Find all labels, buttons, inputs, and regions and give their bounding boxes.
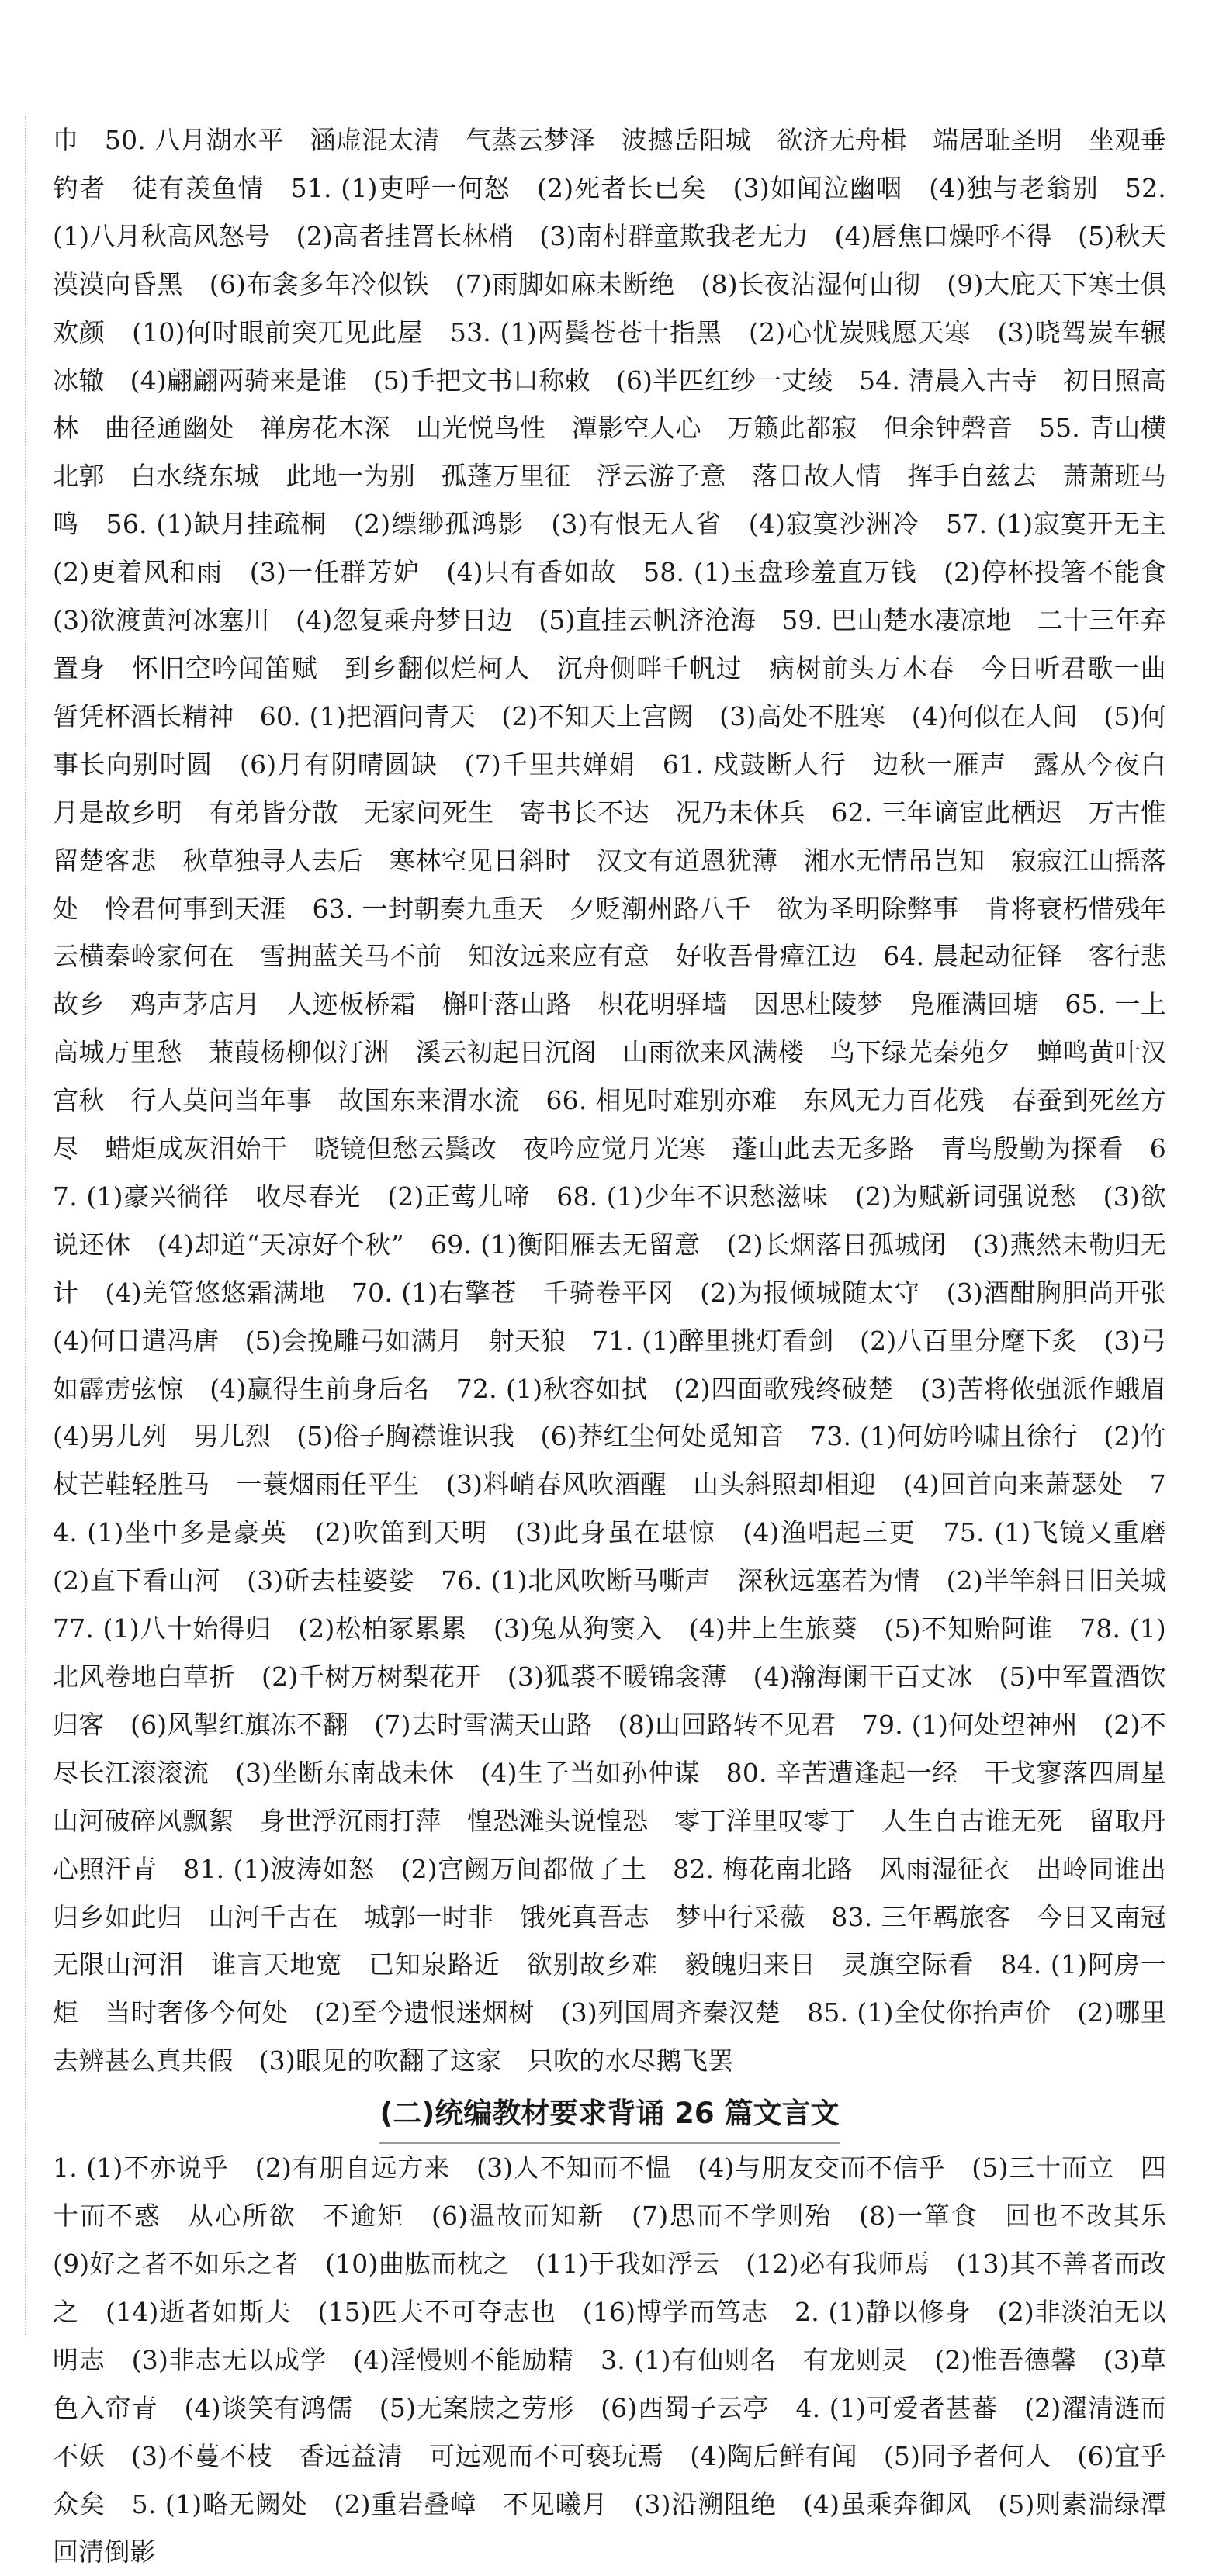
classical-chinese-answers-section	[53, 2144, 1193, 2576]
poetry-answers-text: 巾 50. 八月湖水平 涵虚混太清 气蒸云梦泽 波撼岳阳城 欲济无舟楫 端居耻圣明 坐观垂钓者 徒有羡鱼情 51. (1)吏呼一何怒 (2)死者长已矣 (3)如闻泣幽咽 (4)独与老翁别 52. (1)八月秋高风怒号 (2)高者挂罥长林梢 (3)南村群童欺我老无力 (4)唇焦口燥呼不得 (5)秋天漠漠向昏黑 (6)布衾多年冷似铁 (7)雨脚如麻未断绝 (8)长夜沾湿何由彻 (9)大庇天下寒士俱欢颜 (10)何时眼前突兀见此屋 53. (1)两鬓苍苍十指黑 (2)心忧炭贱愿天寒 (3)晓驾炭车辗冰辙 (4)翩翩两骑来是谁 (5)手把文书口称敕 (6)半匹红纱一丈绫 54. 清晨入古寺 初日照高林 曲径通幽处 禅房花木深 山光悦鸟性 潭影空人心 万籁此都寂 但余钟磬音 55. 青山横北郭 白水绕东城 此地一为别 孤蓬万里征 浮云游子意 落日故人情 挥手自兹去 萧萧班马鸣 56. (1)缺月挂疏桐 (2)缥缈孤鸿影 (3)有恨无人省 (4)寂寞沙洲冷 57. (1)寂寞开无主 (2)更着风和雨 (3)一任群芳妒 (4)只有香如故 58. (1)玉盘珍羞直万钱 (2)停杯投箸不能食 (3)欲渡黄河冰塞川 (4)忽复乘舟梦日边 (5)直挂云帆济沧海 59. 巴山楚水凄凉地 二十三年弃置身 怀旧空吟闻笛赋 到乡翻似烂柯人 沉舟侧畔千帆过 病树前头万木春 今日听君歌一曲 暂凭杯酒长精神 60. (1)把酒问青天 (2)不知天上宫阙 (3)高处不胜寒 (4)何似在人间 (5)何事长向别时圆 (6)月有阴晴圆缺 (7)千里共婵娟 61. 戍鼓断人行 边秋一雁声 露从今夜白 月是故乡明 有弟皆分散 无家问死生 寄书长不达 况乃未休兵 62. 三年谪宦此栖迟 万古惟留楚客悲 秋草独寻人去后 寒林空见日斜时 汉文有道恩犹薄 湘水无情吊岂知 寂寂江山摇落处 怜君何事到天涯 63. 一封朝奏九重天 夕贬潮州路八千 欲为圣明除弊事 肯将衰朽惜残年 云横秦岭家何在 雪拥蓝关马不前 知汝远来应有意 好收吾骨瘴江边 64. 晨起动征铎 客行悲故乡 鸡声茅店月 人迹板桥霜 槲叶落山路 枳花明驿墙 因思杜陵梦 凫雁满回塘 65. 一上高城万里愁 蒹葭杨柳似汀洲 溪云初起日沉阁 山雨欲来风满楼 鸟下绿芜秦苑夕 蝉鸣黄叶汉宫秋 行人莫问当年事 故国东来渭水流 66. 相见时难别亦难 东风无力百花残 春蚕到死丝方尽 蜡炬成灰泪始干 晓镜但愁云鬓改 夜吟应觉月光寒 蓬山此去无多路 青鸟殷勤为探看 67. (1)豪兴徜徉 收尽春光 (2)正莺儿啼 68. (1)少年不识愁滋味 (2)为赋新词强说愁 (3)欲说还休 (4)却道“天凉好个秋” 69. (1)衡阳雁去无留意 (2)长烟落日孤城闭 (3)燕然未勒归无计 (4)羌管悠悠霜满地 70. (1)右擎苍 千骑卷平冈 (2)为报倾城随太守 (3)酒酣胸胆尚开张 (4)何日遣冯唐 (5)会挽雕弓如满月 射天狼 71. (1)醉里挑灯看剑 (2)八百里分麾下炙 (3)弓如霹雳弦惊 (4)赢得生前身后名 72. (1)秋容如拭 (2)四面歌残终破楚 (3)苦将侬强派作蛾眉 (4)男儿列 男儿烈 (5)俗子胸襟谁识我 (6)莽红尘何处觅知音 73. (1)何妨吟啸且徐行 (2)竹杖芒鞋轻胜马 一蓑烟雨任平生 (3)料峭春风吹酒醒 山头斜照却相迎 (4)回首向来萧瑟处 74. (1)坐中多是豪英 (2)吹笛到天明 (3)此身虽在堪惊 (4)渔唱起三更 75. (1)飞镜又重磨 (2)直下看山河 (3)斫去桂婆娑 76. (1)北风吹断马嘶声 深秋远塞若为情 (2)半竿斜日旧关城 77. (1)八十始得归 (2)松柏冢累累 (3)兔从狗窦入 (4)井上生旅葵 (5)不知贻阿谁 78. (1)北风卷地白草折 (2)千树万树梨花开 (3)狐裘不暖锦衾薄 (4)瀚海阑干百丈冰 (5)中军置酒饮归客 (6)风掣红旗冻不翻 (7)去时雪满天山路 (8)山回路转不见君 79. (1)何处望神州 (2)不尽长江滚滚流 (3)坐断东南战未休 (4)生子当如孙仲谋 80. 辛苦遭逢起一经 干戈寥落四周星 山河破碎风飘絮 身世浮沉雨打萍 惶恐滩头说惶恐 零丁洋里叹零丁 人生自古谁无死 留取丹心照汗青 81. (1)波涛如怒 (2)宫阙万间都做了土 82. 梅花南北路 风雨湿征衣 出岭同谁出 归乡如此归 山河千古在 城郭一时非 饿死真吾志 梦中行采薇 83. 三年羁旅客 今日又南冠 无限山河泪 谁言天地宽 已知泉路近 欲别故乡难 毅魄归来日 灵旗空际看 84. (1)阿房一炬 当时奢侈今何处 (2)至今遗恨迷烟树 (3)列国周齐秦汉楚 85. (1)全仗你抬声价 (2)哪里去辨甚么真共假 (3)眼见的吹翻了这家 只吹的水尽鹅飞罢	[53, 125, 1193, 2076]
poetry-answers-section	[53, 116, 1193, 2085]
classical-chinese-answers-text: 1. (1)不亦说乎 (2)有朋自远方来 (3)人不知而不愠 (4)与朋友交而不信乎 (5)三十而立 四十而不惑 从心所欲 不逾矩 (6)温故而知新 (7)思而不学则殆 (8)一箪食 回也不改其乐 (9)好之者不如乐之者 (10)曲肱而枕之 (11)于我如浮云 (12)必有我师焉 (13)其不善者而改之 (14)逝者如斯夫 (15)匹夫不可夺志也 (16)博学而笃志 2. (1)静以修身 (2)非淡泊无以明志 (3)非志无以成学 (4)淫慢则不能励精 3. (1)有仙则名 有龙则灵 (2)惟吾德馨 (3)草色入帘青 (4)谈笑有鸿儒 (5)无案牍之劳形 (6)西蜀子云亭 4. (1)可爱者甚蕃 (2)濯清涟而不妖 (3)不蔓不枝 香远益清 可远观而不可亵玩焉 (4)陶后鲜有闻 (5)同予者何人 (6)宜乎众矣 5. (1)略无阙处 (2)重岩叠嶂 不见曦月 (3)沿溯阻绝 (4)虽乘奔御风 (5)则素湍绿潭 回清倒影	[53, 2152, 1193, 2567]
section-heading	[53, 2085, 1166, 2144]
section-heading-text: (二)统编教材要求背诵 26 篇文言文	[379, 2085, 839, 2144]
margin-dotted-rule	[25, 116, 26, 2335]
